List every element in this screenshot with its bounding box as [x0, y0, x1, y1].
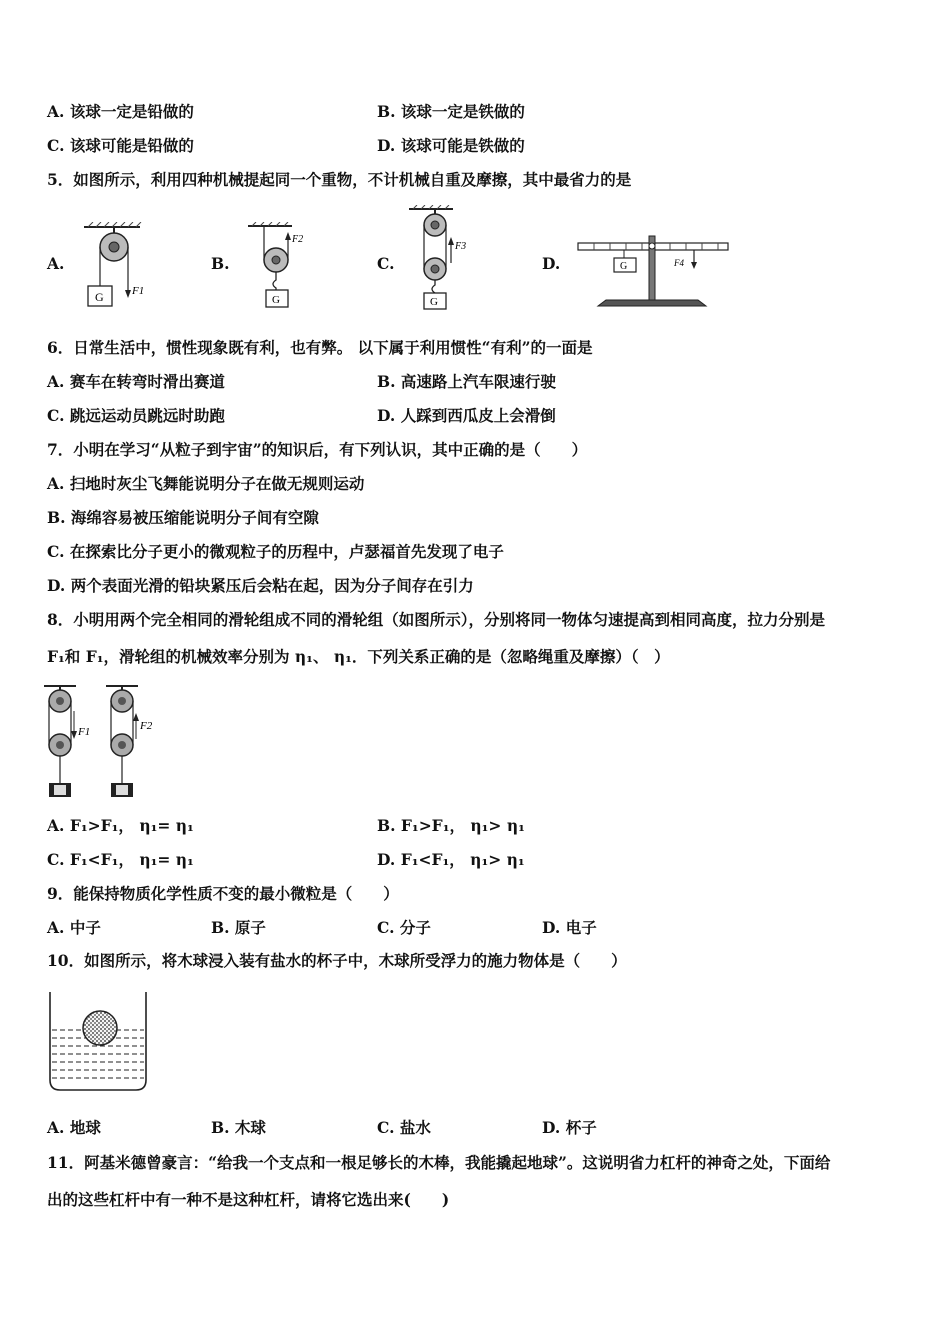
option-text: 该球一定是铁做的	[400, 102, 525, 121]
q10-option-b[interactable]	[211, 1118, 266, 1138]
pulley-groups-figure	[40, 683, 160, 803]
movable-pulley-figure	[244, 222, 319, 310]
option-label: C.	[47, 542, 65, 561]
q4-option-a[interactable]	[47, 102, 194, 122]
option-text: 电子	[565, 918, 597, 937]
q5-option-d-label: D.	[542, 254, 561, 273]
q11-stem-line2: 出的这些杠杆中有一种不是这种杠杆，请将它选出来( )	[47, 1190, 450, 1209]
option-label: C.	[47, 136, 65, 155]
option-label: B.	[377, 372, 396, 391]
option-label: A.	[47, 474, 65, 493]
force-label: F1	[78, 726, 91, 738]
force-label: F1	[132, 285, 145, 297]
option-label: A.	[47, 1118, 65, 1137]
option-label: D.	[542, 918, 561, 937]
q10-option-d[interactable]	[542, 1118, 597, 1138]
force-label: F2	[292, 234, 304, 245]
weight-label: G	[620, 261, 628, 272]
option-text: 在探索比分子更小的微观粒子的历程中，卢瑟福首先发现了电子	[69, 542, 504, 561]
option-label: B.	[377, 816, 396, 835]
force-label: F4	[674, 258, 684, 268]
q9-option-d[interactable]	[542, 918, 597, 938]
option-text: 两个表面光滑的铅块紧压后会粘在起，因为分子间存在引力	[70, 576, 474, 595]
option-label: C.	[377, 1118, 395, 1137]
option-label: D.	[377, 406, 396, 425]
option-label: A.	[47, 102, 65, 121]
q8-stem-line2: F₁和 F₁，滑轮组的机械效率分别为 η₁、 η₁．下列关系正确的是（忽略绳重及摩擦）（ ）	[47, 647, 670, 666]
q7-option-a[interactable]	[47, 474, 364, 494]
option-text: 海绵容易被压缩能说明分子间有空隙	[70, 508, 319, 527]
weight-label: G	[430, 296, 438, 308]
option-label: D.	[377, 136, 396, 155]
option-text: 地球	[69, 1118, 101, 1137]
pulley-block-figure	[407, 205, 482, 311]
option-text: 分子	[399, 918, 431, 937]
option-label: D.	[542, 1118, 561, 1137]
q5-option-b-label[interactable]: B.	[211, 254, 230, 273]
q8-option-b[interactable]	[377, 816, 525, 836]
option-text: 杯子	[565, 1118, 597, 1137]
option-text: 该球可能是铅做的	[69, 136, 194, 155]
option-text: 该球一定是铅做的	[69, 102, 194, 121]
option-text: 原子	[234, 918, 266, 937]
option-label: B.	[211, 1118, 230, 1137]
q7-stem: 7．小明在学习“从粒子到宇宙”的知识后，有下列认识，其中正确的是（ ）	[47, 440, 588, 459]
q10-option-a[interactable]	[47, 1118, 101, 1138]
option-text: 中子	[69, 918, 101, 937]
option-label: A.	[47, 372, 65, 391]
option-text: F₁<F₁， η₁= η₁	[69, 850, 194, 869]
option-text: F₁>F₁， η₁= η₁	[69, 816, 194, 835]
weight-label: G	[95, 290, 104, 304]
option-label: D.	[377, 850, 396, 869]
option-label: D.	[47, 576, 66, 595]
q4-option-b[interactable]	[377, 102, 525, 122]
option-text: 赛车在转弯时滑出赛道	[69, 372, 225, 391]
option-label: B.	[377, 102, 396, 121]
force-label: F2	[140, 720, 153, 732]
option-text: 跳远运动员跳远时助跑	[69, 406, 225, 425]
q6-stem: 6．日常生活中，惯性现象既有利，也有弊。 以下属于利用惯性“有利”的一面是	[47, 338, 593, 357]
option-label: A.	[47, 918, 65, 937]
option-text: 扫地时灰尘飞舞能说明分子在做无规则运动	[69, 474, 365, 493]
option-label: A.	[47, 816, 65, 835]
q5-option-c-label[interactable]: C.	[377, 254, 395, 273]
force-label: F3	[455, 241, 467, 252]
option-label: C.	[377, 918, 395, 937]
q6-option-d[interactable]	[377, 406, 556, 426]
option-text: F₁>F₁， η₁> η₁	[400, 816, 525, 835]
q8-option-c[interactable]	[47, 850, 194, 870]
q10-option-c[interactable]	[377, 1118, 431, 1138]
option-text: 该球可能是铁做的	[400, 136, 525, 155]
q7-option-c[interactable]	[47, 542, 504, 562]
option-label: B.	[211, 918, 230, 937]
option-text: 高速路上汽车限速行驶	[400, 372, 556, 391]
q6-option-c[interactable]	[47, 406, 225, 426]
q7-option-d[interactable]	[47, 576, 474, 596]
option-text: 木球	[234, 1118, 266, 1137]
lever-figure	[576, 232, 736, 312]
option-text: 人踩到西瓜皮上会滑倒	[400, 406, 556, 425]
q8-option-a[interactable]	[47, 816, 194, 836]
q6-option-a[interactable]	[47, 372, 225, 392]
q8-option-d[interactable]	[377, 850, 525, 870]
q10-stem: 10．如图所示，将木球浸入装有盐水的杯子中，木球所受浮力的施力物体是（ ）	[47, 951, 627, 970]
q5-stem: 5．如图所示，利用四种机械提起同一个重物，不计机械自重及摩擦，其中最省力的是	[47, 170, 632, 189]
q9-option-a[interactable]	[47, 918, 101, 938]
option-label: C.	[47, 850, 65, 869]
q9-stem: 9．能保持物质化学性质不变的最小微粒是（ ）	[47, 884, 399, 903]
option-label: C.	[47, 406, 65, 425]
q4-option-c[interactable]	[47, 136, 194, 156]
fixed-pulley-figure	[80, 222, 150, 310]
q7-option-b[interactable]	[47, 508, 319, 528]
q5-option-a-label[interactable]: A.	[47, 254, 65, 273]
option-text: F₁<F₁， η₁> η₁	[400, 850, 525, 869]
cup-with-ball-figure	[44, 992, 154, 1096]
q9-option-b[interactable]	[211, 918, 266, 938]
option-label: B.	[47, 508, 66, 527]
q9-option-c[interactable]	[377, 918, 431, 938]
q4-option-d[interactable]	[377, 136, 525, 156]
weight-label: G	[272, 294, 280, 306]
q8-stem-line1: 8．小明用两个完全相同的滑轮组成不同的滑轮组（如图所示），分别将同一物体匀速提高到相同高度，拉力分别是	[47, 610, 826, 629]
q11-stem-line1: 11．阿基米德曾豪言：“给我一个支点和一根足够长的木棒，我能撬起地球”。这说明省力杠杆的神奇之处，下面给	[47, 1153, 831, 1172]
option-text: 盐水	[399, 1118, 431, 1137]
q6-option-b[interactable]	[377, 372, 556, 392]
